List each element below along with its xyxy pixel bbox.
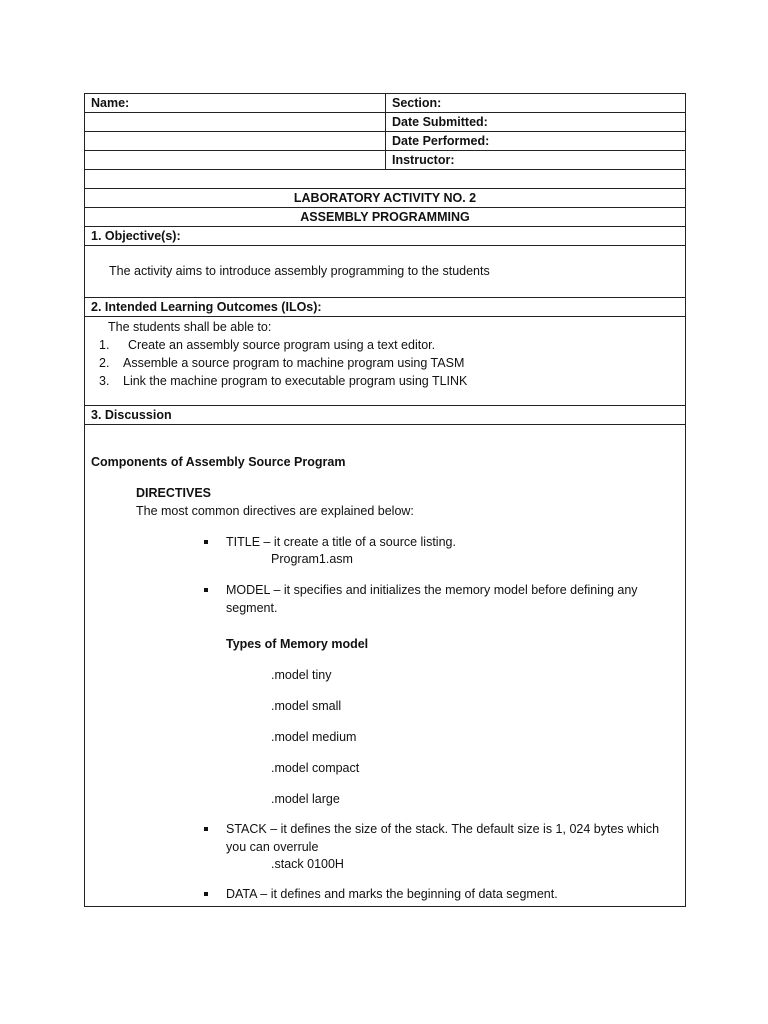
objective-text: The activity aims to introduce assembly programming to the students [109,264,490,278]
discussion-heading: 3. Discussion [84,406,686,425]
ilo-item-text: Assemble a source program to machine program using TASM [123,356,465,370]
ilo-item [99,354,679,372]
directives-heading: DIRECTIVES [136,486,212,500]
bullet-icon [204,540,208,544]
memory-model-item: .model large [271,792,340,806]
memory-model-item: .model small [271,699,342,713]
ilo-item-number: 2. [99,356,110,370]
ilo-heading: 2. Intended Learning Outcomes (ILOs): [84,298,686,317]
date-performed-label: Date Performed: [386,132,686,151]
bullet-icon [204,827,208,831]
instructor-label: Instructor: [386,151,686,170]
title-directive-example: Program1.asm [271,552,353,566]
memory-model-item: .model compact [271,761,360,775]
ilo-item-number: 1. [99,338,110,352]
bullet-icon [204,588,208,592]
empty-cell [85,113,386,132]
ilo-item-text: Link the machine program to executable program using TLINK [123,374,468,388]
ilo-body [84,317,686,406]
empty-cell [85,151,386,170]
title-directive-text: TITLE – it create a title of a source listing. [226,535,456,549]
data-directive-text: DATA – it defines and marks the beginning of data segment. [226,887,558,901]
memory-model-heading: Types of Memory model [226,637,369,651]
date-submitted-label: Date Submitted: [386,113,686,132]
spacer-row [84,170,686,189]
directives-intro: The most common directives are explained below: [136,504,414,518]
model-directive-text-line1: MODEL – it specifies and initializes the memory model before defining any [226,583,638,597]
ilo-item-text: Create an assembly source program using a text editor. [128,338,436,352]
discussion-body [84,425,686,907]
stack-directive-text-line1: STACK – it defines the size of the stack. The default size is 1, 024 bytes which [226,822,660,836]
memory-model-item: .model tiny [271,668,332,682]
ilo-item [99,336,679,354]
model-directive-text-line2: segment. [226,601,278,615]
ilo-intro: The students shall be able to: [108,320,272,334]
name-label: Name: [85,94,386,113]
stack-directive-text-line2: you can overrule [226,840,319,854]
activity-subtitle: ASSEMBLY PROGRAMMING [84,208,686,227]
section-label: Section: [386,94,686,113]
bullet-icon [204,892,208,896]
student-info-table [84,93,686,170]
empty-cell [85,132,386,151]
objective-body [84,246,686,298]
memory-model-item: .model medium [271,730,357,744]
ilo-item-number: 3. [99,374,110,388]
lab-activity-sheet [84,93,686,907]
stack-directive-example: .stack 0100H [271,857,344,871]
components-heading: Components of Assembly Source Program [91,455,346,469]
objective-heading: 1. Objective(s): [84,227,686,246]
activity-title: LABORATORY ACTIVITY NO. 2 [84,189,686,208]
ilo-item [99,372,679,390]
